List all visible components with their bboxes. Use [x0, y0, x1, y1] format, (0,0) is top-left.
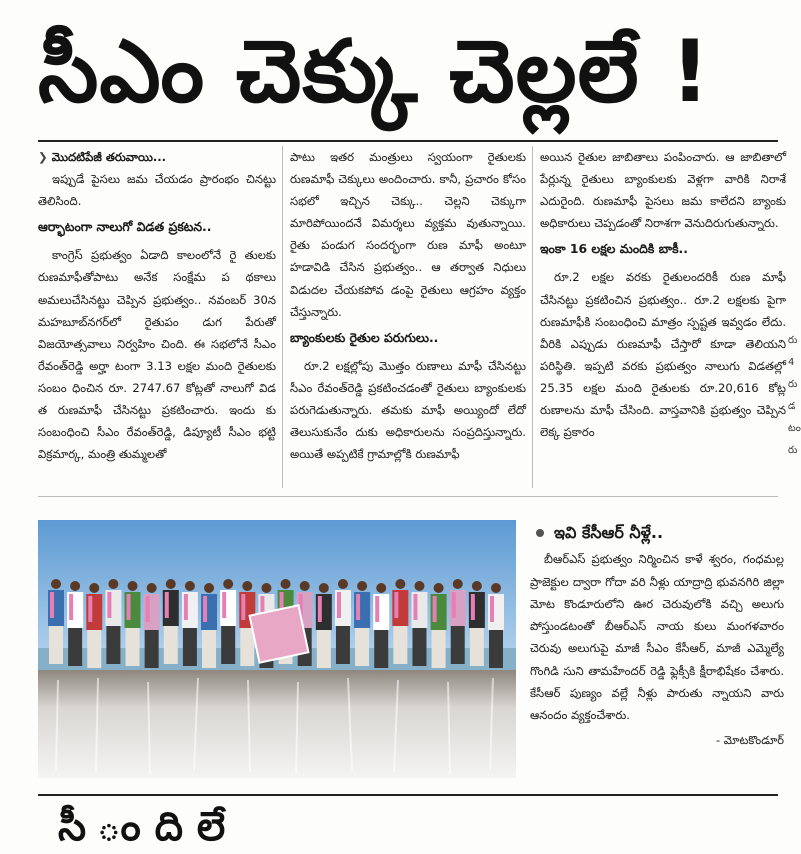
col1-intro: ఇప్పుడే పైసలు జమ చేయడం ప్రారంభం చినట్టు తెలిసింది.: [38, 172, 276, 209]
person-figure: [163, 579, 179, 664]
sidebar-title: [530, 522, 784, 544]
col2-subhead: బ్యాంకులకు రైతుల పరుగులు..: [290, 329, 439, 345]
person-figure: [431, 583, 447, 668]
person-figure: [316, 583, 332, 668]
headline-rule: [38, 140, 778, 142]
col1-body: కాంగ్రెస్ ప్రభుత్వం ఏడాది కాలంలోనే రై తులకు రుణమాఫీతోపాటు అనేక సంక్షేమ ప థకాలు అమలుచేసినట్టు చెప్పిన ప్రభుత్వం.. నవంబర్ 30న మహబూబ్‌నగర్‌లో రైతుపం డుగ పేరుతో విజయోత్సవాలు నిర్వహిం చింది. ఈ సభలోనే సీఎం రేవంత్‌రెడ్డి అర్హా టంగా 3.13 లక్షల మంది రైతులకు సంబం ధించిన రూ. 2747.67 కోట్లతో నాలుగో విడ త రుణమాఫీ చేసినట్టు ప్రకటించారు. ఇందు కు సంబంధించి సీఎం రేవంత్‌రెడ్డి, డిప్యూటీ సీఎం భట్టి విక్రమార్క, మంత్రి తుమ్మలతో: [38, 248, 276, 462]
col3-body1: అయిన రైతుల జాబితాలు పంపించారు. ఆ జాబితాలో పేర్లున్న రైతులు బ్యాంకులకు వెళ్లగా వారికి నిరాశే ఎదురైంది. రుణమాఫీ పైసలు జమ కాలేదని బ్యాంకు అధికారులు చెప్పడంతో నిరాశగా వెనుదిరుగుతున్నారు.: [540, 150, 786, 231]
col2-body2: రూ.2 లక్షల్లోపు మొత్తం రుణాలు మాఫీ చేసినట్టు సీఎం రేవంత్‌రెడ్డి ప్రకటించడంతో రైతులు బ్యాంకులకు పరుగెడుతున్నారు. తమకు మాఫీ అయ్యిందో లేదో తెలుసుకునేం దుకు అధికారులను సంప్రదిస్తున్నారు. అయితే అప్పటికే గ్రామాల్లోకి రుణమాఫీ: [290, 358, 526, 462]
person-figure: [220, 579, 236, 664]
next-headline-fragment: సీ ం ది లే: [58, 804, 226, 850]
person-figure: [48, 579, 64, 664]
person-figure: [125, 581, 141, 666]
kicker: [38, 146, 276, 168]
person-figure: [144, 583, 160, 668]
kicker-text: మొదటిపేజీ తరువాయి...: [51, 150, 167, 164]
person-figure: [392, 579, 408, 664]
column-divider: [282, 146, 283, 488]
person-figure: [335, 579, 351, 664]
bullet-icon: [536, 529, 544, 537]
column-3: [540, 146, 786, 443]
person-figure: [354, 581, 370, 666]
col3-subhead: ఇంకా 16 లక్షల మందికి బాకీ..: [540, 241, 688, 257]
column-1: [38, 146, 276, 465]
person-figure: [86, 583, 102, 668]
person-figure: [373, 583, 389, 668]
sidebar-body: బీఆర్ఎస్ ప్రభుత్వం నిర్మించిన కాళే శ్వరం, గంధమల్ల ప్రాజెక్టుల ద్వారా గోదా వరి నీళ్లు యాద్రాద్రి భువనగిరి జిల్లా మోట కొండూరులోని ఊర చెరువులోకి వచ్చి అలుగు పోస్తుండటంతో బీఆర్ఎస్ నాయ కులు మంగళవారం చెరువు అలుగుపై మాజీ సీఎం కేసీఆర్, మాజీ ఎమ్మెల్యే గొంగిడి సుని తామహేందర్ రెడ్డి ఫ్లెక్సీకి క్షీరాభిషేకం చేశారు. కేసీఆర్ పుణ్యం వల్లే నీళ్లు పారుతు న్నాయని వారు ఆనందం వ్యక్తంచేశారు.: [530, 552, 784, 723]
person-figure: [182, 581, 198, 666]
adjacent-page-fragment: [788, 330, 800, 490]
chevron-right-icon: ❯: [38, 150, 48, 164]
column-divider: [532, 146, 533, 488]
person-figure: [469, 581, 485, 666]
col1-subhead: ఆర్భాటంగా నాలుగో విడత ప్రకటన..: [38, 219, 212, 235]
news-photo: [38, 520, 516, 778]
person-figure: [67, 581, 83, 666]
person-figure: [450, 579, 466, 664]
person-figure: [201, 583, 217, 668]
photo-credit: - మోటకొండూర్: [716, 732, 784, 747]
adjacent-page-text: రు 4 రు డ టం రు: [788, 335, 801, 456]
column-2: [290, 146, 526, 465]
headline: సీఎం చెక్కు చెల్లలే !: [38, 22, 711, 122]
section-divider: [38, 496, 778, 497]
sidebar-title-text: ఇవి కేసీఆర్ నీళ్లే..: [554, 523, 664, 542]
person-figure: [488, 583, 504, 668]
news-photo-graphic: [38, 520, 516, 778]
sidebar-story: [530, 522, 784, 751]
col2-body1: పాటు ఇతర మంత్రులు స్వయంగా రైతులకు రుణమాఫీ చెక్కులు అందించారు. కానీ, ప్రచారం కోసం సభలో ఇచ్చిన చెక్కు.. చెల్లని చెక్కుగా మారిపోయిందనే విమర్శలు వ్యక్తమ వుతున్నాయి. రైతు పండుగ సందర్భంగా రుణ మాఫీ అంటూ హడావిడి చేసిన ప్రభుత్వం.. ఆ తర్వాత నిధులు విడుదల చేయకపోవ డంపై రైతులు ఆగ్రహం వ్యక్తం చేస్తున్నారు.: [290, 150, 526, 319]
person-figure: [105, 579, 121, 664]
col3-body2: రూ.2 లక్షల వరకు రైతులందరికీ రుణ మాఫీ చేసినట్టు ప్రకటించిన ప్రభుత్వం.. రూ.2 లక్షలకు పైగా రుణమాఫీకి సంబంధించి మాత్రం స్పష్టత ఇవ్వడం లేదు. వీరికి ఎప్పుడు రుణమాఫీ చేస్తారో కూడా తెలియని పరిస్థితి. ఇప్పటి వరకు ప్రభుత్వం నాలుగు విడతల్లో 25.35 లక్షల మంది రైతులకు రూ.20,616 కోట్ల రుణాలను మాఫీ చేసింది. వాస్తవానికి ప్రభుత్వం చెప్పిన లెక్క ప్రకారం: [540, 270, 786, 440]
person-figure: [411, 581, 427, 666]
bottom-rule: [38, 794, 778, 796]
